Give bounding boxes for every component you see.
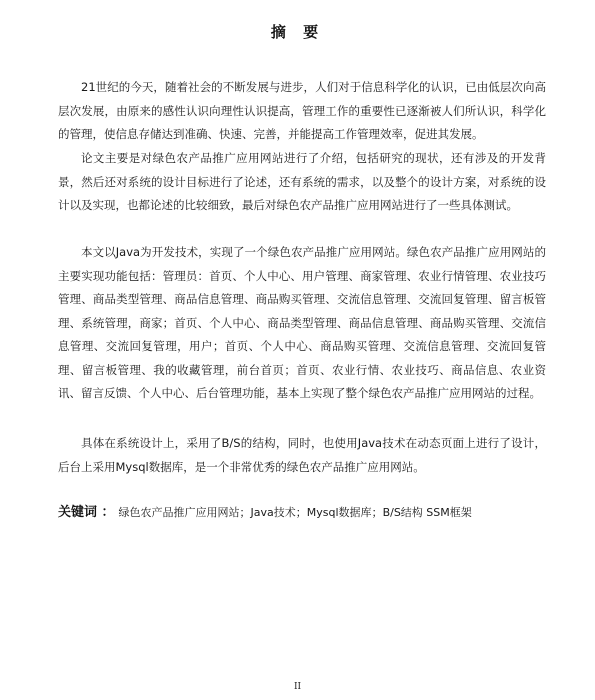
paragraph-text: 论文主要是对绿色农产品推广应用网站进行了介绍，包括研究的现状，还有涉及的开发背景，然后还对系统的设计目标进行了论述，还有系统的需求，以及整个的设计方案，对系统的设计以及实现，也都论述的比较细致，最后对绿色农产品推广应用网站进行了一些具体测试。 bbox=[58, 151, 546, 212]
keywords-line bbox=[58, 505, 546, 521]
keyword-item: 绿色农产品推广应用网站 bbox=[118, 506, 240, 519]
keyword-item: B/S结构 SSM框架 bbox=[382, 506, 472, 519]
keywords-label: 关键词 ： bbox=[58, 505, 115, 520]
abstract-paragraph-1 bbox=[58, 76, 546, 147]
keyword-item: Mysql数据库 bbox=[306, 506, 372, 519]
paragraph-text: 21世纪的今天，随着社会的不断发展与进步，人们对于信息科学化的认识，已由低层次向高层次发展，由原来的感性认识向理性认识提高，管理工作的重要性已逐渐被人们所认识，科学化的管理，使信息存储达到准确、快速、完善，并能提高工作管理效率，促进其发展。 bbox=[58, 80, 546, 141]
abstract-paragraph-2 bbox=[58, 147, 546, 218]
paragraph-text: 本文以Java为开发技术，实现了一个绿色农产品推广应用网站。绿色农产品推广应用网站的主要实现功能包括：管理员：首页、个人中心、用户管理、商家管理、农业行情管理、农业技巧管理、商品类型管理、商品信息管理、商品购买管理、交流信息管理、交流回复管理、留言板管理、系统管理，商家；首页、个人中心、商品类型管理、商品信息管理、商品购买管理、交流信息管理、交流回复管理，用户；首页、个人中心、商品购买管理、交流信息管理、交流回复管理、留言板管理、我的收藏管理，前台首页；首页、农业行情、农业技巧、商品信息、农业资讯、留言反馈、个人中心、后台管理功能，基本上实现了整个绿色农产品推广应用网站的过程。 bbox=[58, 245, 546, 400]
keyword-item: Java技术 bbox=[250, 506, 296, 519]
page-title: 摘 要 bbox=[270, 23, 325, 41]
abstract-paragraph-3 bbox=[58, 241, 546, 406]
keyword-separator: ； bbox=[295, 506, 307, 519]
keyword-separator: ； bbox=[239, 506, 251, 519]
abstract-paragraph-4 bbox=[58, 432, 546, 479]
page-number: II bbox=[293, 682, 302, 692]
paragraph-text: 具体在系统设计上，采用了B/S的结构，同时，也使用Java技术在动态页面上进行了设计，后台上采用Mysql数据库，是一个非常优秀的绿色农产品推广应用网站。 bbox=[58, 436, 546, 474]
keyword-separator: ； bbox=[371, 506, 383, 519]
